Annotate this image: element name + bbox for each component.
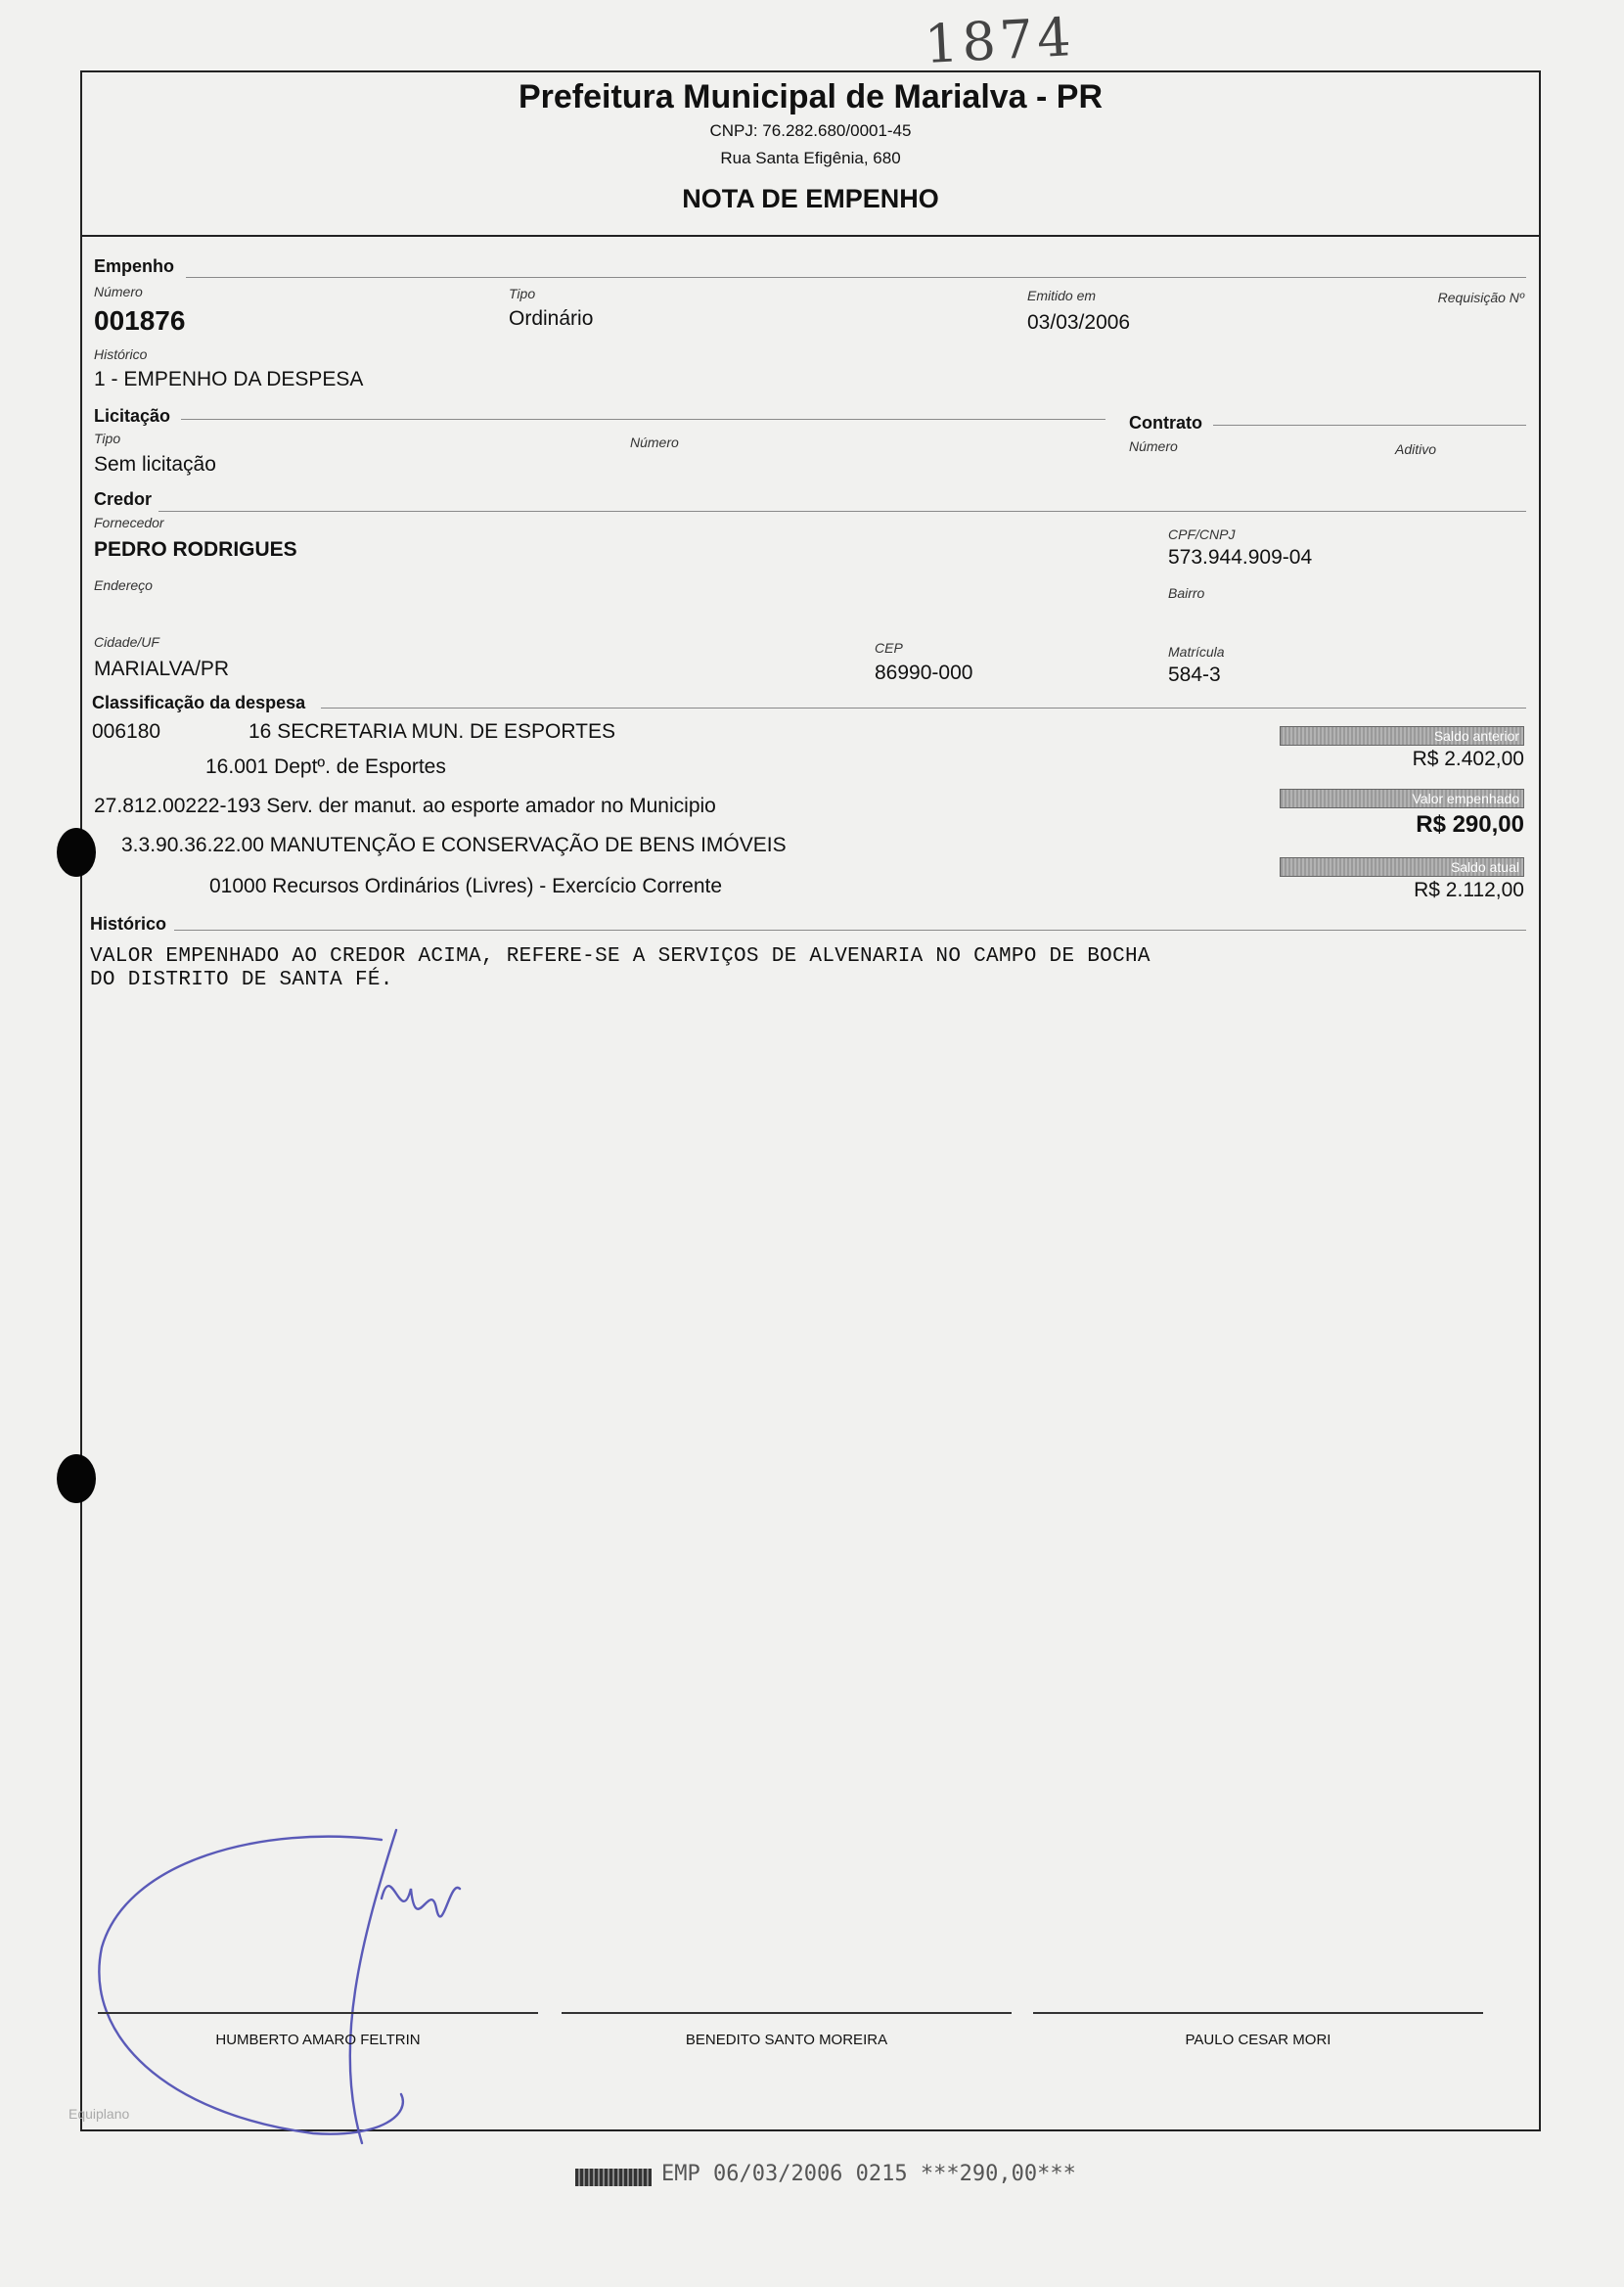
licitacao-numero-label: Número — [630, 435, 679, 450]
recurso-text: 01000 Recursos Ordinários (Livres) - Exercício Corrente — [209, 875, 723, 897]
signature-line — [98, 2012, 538, 2014]
cpf-value: 573.944.909-04 — [1168, 546, 1313, 569]
signatory-name: HUMBERTO AMARO FELTRIN — [215, 2032, 421, 2048]
historico-line-2: DO DISTRITO DE SANTA FÉ. — [90, 969, 393, 991]
saldo-anterior-value: R$ 2.402,00 — [1412, 748, 1524, 770]
page-title: Prefeitura Municipal de Marialva - PR — [518, 78, 1104, 115]
contrato-aditivo-label: Aditivo — [1395, 441, 1437, 457]
punch-hole — [57, 828, 96, 877]
historico-label: Histórico — [94, 346, 148, 362]
historico-line-1: VALOR EMPENHADO AO CREDOR ACIMA, REFERE-SE A SERVIÇOS DE ALVENARIA NO CAMPO DE BOCHA — [90, 945, 1150, 968]
tipo-label: Tipo — [509, 286, 536, 301]
cep-label: CEP — [875, 640, 903, 656]
tipo-value: Ordinário — [509, 307, 594, 330]
classificacao-code: 006180 — [92, 720, 161, 743]
endereco-label: Endereço — [94, 577, 153, 593]
stamp-barcode-icon — [575, 2169, 652, 2186]
saldo-atual-label: Saldo atual — [1280, 857, 1524, 877]
licitacao-tipo-label: Tipo — [94, 431, 121, 446]
contrato-numero-label: Número — [1129, 438, 1178, 454]
empenho-number: 001876 — [94, 305, 186, 336]
signature-line — [1033, 2012, 1483, 2014]
section-contrato: Contrato — [1129, 413, 1202, 433]
fornecedor-value: PEDRO RODRIGUES — [94, 538, 297, 561]
acao-text: 27.812.00222-193 Serv. der manut. ao esporte amador no Municipio — [94, 795, 716, 817]
unidade-text: 16.001 Deptº. de Esportes — [205, 755, 446, 778]
signature-line — [562, 2012, 1012, 2014]
section-credor: Credor — [94, 489, 153, 509]
historico-value: 1 - EMPENHO DA DESPESA — [94, 368, 364, 390]
orgao-text: 16 SECRETARIA MUN. DE ESPORTES — [248, 720, 615, 743]
signature-scribble — [88, 1820, 519, 2153]
section-classificacao: Classificação da despesa — [92, 693, 306, 712]
doc-title: NOTA DE EMPENHO — [682, 184, 939, 213]
fornecedor-label: Fornecedor — [94, 515, 164, 530]
section-rule — [174, 930, 1526, 931]
emitido-value: 03/03/2006 — [1027, 311, 1131, 334]
saldo-anterior-label: Saldo anterior — [1280, 726, 1524, 746]
cpf-label: CPF/CNPJ — [1168, 526, 1236, 542]
licitacao-tipo-value: Sem licitação — [94, 453, 216, 476]
valor-empenhado-value: R$ 290,00 — [1416, 811, 1524, 838]
section-empenho: Empenho — [94, 256, 175, 276]
bottom-stamp: EMP 06/03/2006 0215 ***290,00*** — [661, 2162, 1076, 2186]
numero-label: Número — [94, 284, 143, 299]
valor-empenhado-label: Valor empenhado — [1280, 789, 1524, 808]
section-licitacao: Licitação — [94, 406, 171, 426]
section-rule — [186, 277, 1526, 278]
section-historico: Histórico — [90, 914, 167, 934]
matricula-value: 584-3 — [1168, 663, 1221, 686]
elemento-text: 3.3.90.36.22.00 MANUTENÇÃO E CONSERVAÇÃO DE BENS IMÓVEIS — [121, 834, 787, 856]
signatory-name: BENEDITO SANTO MOREIRA — [685, 2032, 888, 2048]
address-text: Rua Santa Efigênia, 680 — [720, 149, 901, 167]
cnpj-text: CNPJ: 76.282.680/0001-45 — [709, 121, 912, 140]
section-rule — [158, 511, 1526, 512]
handwritten-number: 1874 — [923, 6, 1076, 75]
requisicao-label: Requisição Nº — [1437, 290, 1524, 305]
cidade-label: Cidade/UF — [94, 634, 159, 650]
footer-brand: Equiplano — [68, 2106, 130, 2122]
signatory-name: PAULO CESAR MORI — [1185, 2032, 1331, 2048]
saldo-atual-value: R$ 2.112,00 — [1414, 879, 1524, 901]
header-divider — [80, 235, 1541, 237]
punch-hole — [57, 1454, 96, 1503]
cidade-value: MARIALVA/PR — [94, 658, 230, 680]
bairro-label: Bairro — [1168, 585, 1205, 601]
matricula-label: Matrícula — [1168, 644, 1225, 660]
section-rule — [321, 708, 1526, 709]
emitido-label: Emitido em — [1027, 288, 1097, 303]
cep-value: 86990-000 — [875, 662, 973, 684]
section-rule — [181, 419, 1105, 420]
section-rule — [1213, 425, 1526, 426]
